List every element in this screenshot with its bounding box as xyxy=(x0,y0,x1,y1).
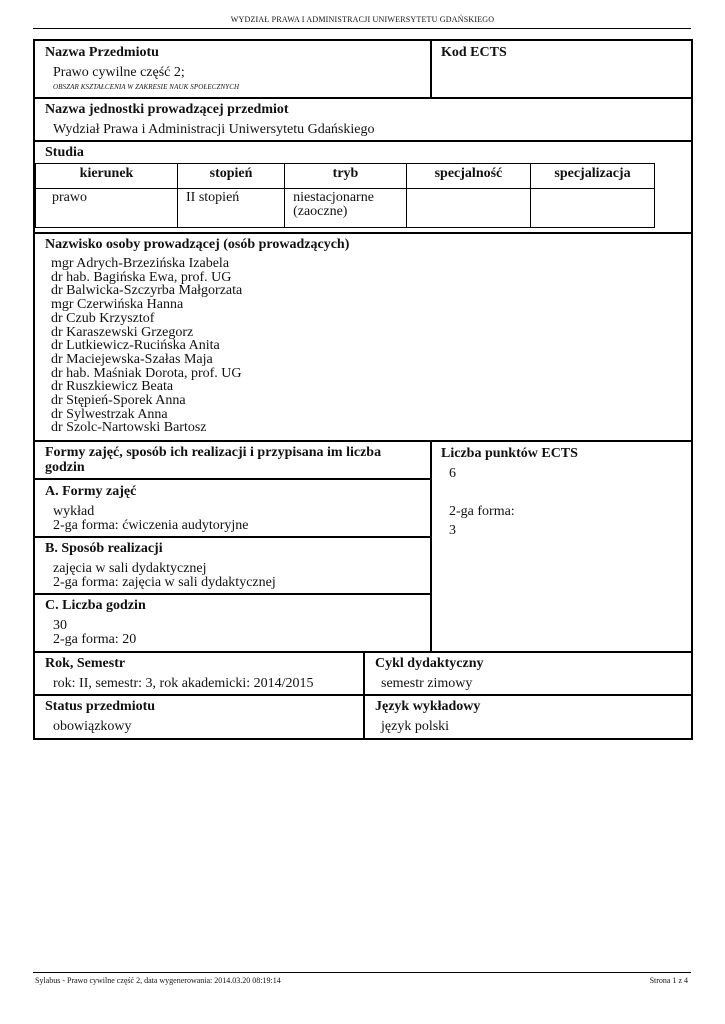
forms-label-line2: godzin xyxy=(45,460,85,475)
studia-tryb-line1: niestacjonarne xyxy=(293,190,374,205)
forms-b-line1: zajęcia w sali dydaktycznej xyxy=(53,561,207,576)
studia-cell-specjalnosc xyxy=(406,189,530,228)
page-number: Strona 1 z 4 xyxy=(649,976,688,985)
divider xyxy=(35,694,691,696)
ects-code-label: Kod ECTS xyxy=(441,45,507,60)
list-item: dr Ruszkiewicz Beata xyxy=(51,379,174,395)
divider xyxy=(35,593,432,595)
unit-value: Wydział Prawa i Administracji Uniwersytetu Gdańskiego xyxy=(53,122,375,137)
forms-c-label: C. Liczba godzin xyxy=(45,598,146,613)
studia-header-row xyxy=(36,164,655,189)
divider xyxy=(35,536,432,538)
cycle-label: Cykl dydaktyczny xyxy=(375,656,484,671)
status-label: Status przedmiotu xyxy=(45,699,156,714)
list-item: dr Stępień-Sporek Anna xyxy=(51,393,186,409)
status-value: obowiązkowy xyxy=(53,719,132,734)
list-item: dr Maciejewska-Szałas Maja xyxy=(51,351,213,367)
studia-cell-stopien: II stopień xyxy=(178,189,285,228)
studia-col-specjalnosc: specjalność xyxy=(406,164,530,189)
language-value: język polski xyxy=(381,719,450,734)
table-row xyxy=(36,189,655,228)
divider xyxy=(35,97,691,99)
header-divider xyxy=(33,28,691,29)
divider xyxy=(35,440,691,442)
list-item: dr hab. Maśniak Dorota, prof. UG xyxy=(51,365,242,381)
page-header: WYDZIAŁ PRAWA I ADMINISTRACJI UNIWERSYTETU GDAŃSKIEGO xyxy=(230,15,495,24)
year-label: Rok, Semestr xyxy=(45,656,126,671)
list-item: dr hab. Bagińska Ewa, prof. UG xyxy=(51,269,232,285)
language-label: Język wykładowy xyxy=(375,699,481,714)
forms-a-line1: wykład xyxy=(53,504,95,519)
studia-label: Studia xyxy=(45,145,84,160)
course-name-label: Nazwa Przedmiotu xyxy=(45,45,159,60)
forms-b-line2: 2-ga forma: zajęcia w sali dydaktycznej xyxy=(53,575,276,590)
cycle-value: semestr zimowy xyxy=(381,676,473,691)
footer-divider xyxy=(33,972,691,973)
divider xyxy=(430,440,432,651)
studia-col-stopien: stopień xyxy=(178,164,285,189)
ects-points-label: Liczba punktów ECTS xyxy=(441,446,578,461)
studia-cell-tryb xyxy=(285,189,407,228)
studia-cell-kierunek: prawo xyxy=(36,189,178,228)
studia-cell-specjalizacja xyxy=(530,189,654,228)
unit-label: Nazwa jednostki prowadzącej przedmiot xyxy=(45,102,289,117)
year-value: rok: II, semestr: 3, rok akademicki: 2014/2015 xyxy=(53,676,314,691)
forms-a-line2: 2-ga forma: ćwiczenia audytoryjne xyxy=(53,518,249,533)
studia-tryb-line2: (zaoczne) xyxy=(293,204,348,219)
lecturers-list xyxy=(51,257,242,435)
forms-c-line1: 30 xyxy=(53,618,67,633)
divider xyxy=(35,140,691,142)
list-item: dr Czub Krzysztof xyxy=(51,310,155,326)
list-item: mgr Adrych-Brzezińska Izabela xyxy=(51,256,230,271)
course-name-value: Prawo cywilne część 2; xyxy=(53,65,185,80)
list-item: dr Sylwestrzak Anna xyxy=(51,406,168,422)
ects-points-value: 6 xyxy=(449,466,456,481)
course-area: OBSZAR KSZTAŁCENIA W ZAKRESIE NAUK SPOŁECZNYCH xyxy=(53,83,240,91)
list-item: mgr Czerwińska Hanna xyxy=(51,297,184,313)
forms-label-line1: Formy zajęć, sposób ich realizacji i przypisana im liczba xyxy=(45,445,382,460)
divider xyxy=(35,232,691,234)
studia-col-kierunek: kierunek xyxy=(36,164,178,189)
divider xyxy=(35,478,432,480)
ects-form2-label: 2-ga forma: xyxy=(449,504,515,519)
forms-a-label: A. Formy zajęć xyxy=(45,484,137,499)
divider xyxy=(430,41,432,97)
footer-generated-info: Sylabus - Prawo cywilne część 2, data wygenerowania: 2014.03.20 08:19:14 xyxy=(35,976,281,985)
forms-c-line2: 2-ga forma: 20 xyxy=(53,632,137,647)
studia-col-tryb: tryb xyxy=(285,164,407,189)
studia-col-specjalizacja: specjalizacja xyxy=(530,164,654,189)
ects-form2-value: 3 xyxy=(449,523,456,538)
list-item: dr Karaszewski Grzegorz xyxy=(51,324,194,340)
list-item: dr Szolc-Nartowski Bartosz xyxy=(51,420,207,436)
forms-b-label: B. Sposób realizacji xyxy=(45,541,163,556)
studia-table xyxy=(35,163,655,228)
list-item: dr Lutkiewicz-Rucińska Anita xyxy=(51,338,220,354)
list-item: dr Balwicka-Szczyrba Małgorzata xyxy=(51,283,243,299)
lecturers-label: Nazwisko osoby prowadzącej (osób prowadzących) xyxy=(45,237,350,252)
